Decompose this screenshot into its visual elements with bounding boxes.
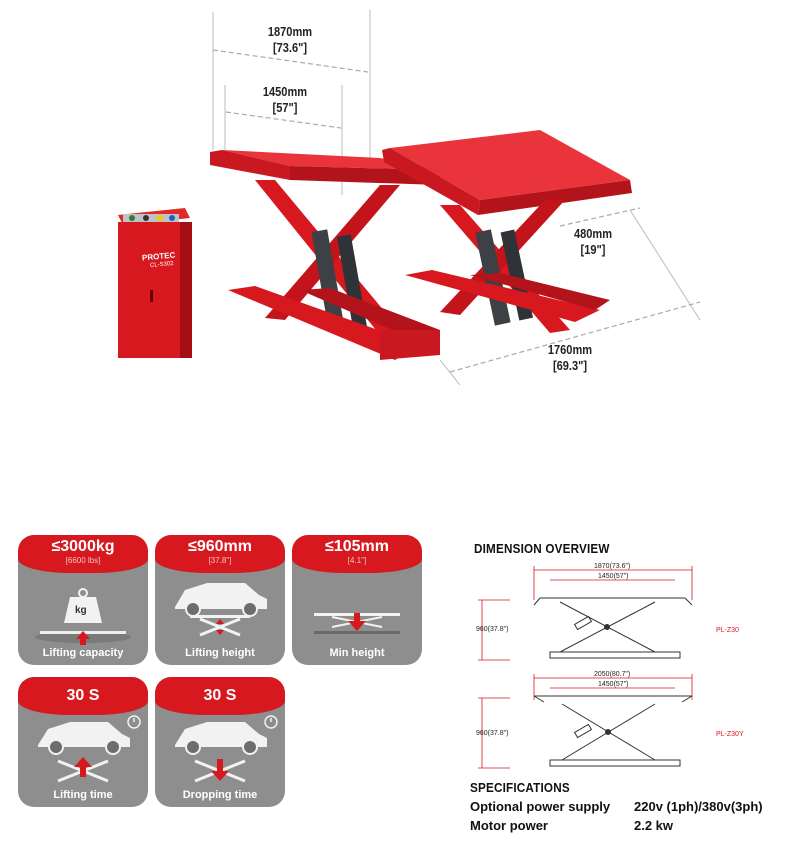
card-header [155, 535, 285, 573]
dimension-diagram-pl-z30y [470, 668, 790, 778]
left-lift-platform [210, 150, 440, 360]
control-console [118, 208, 192, 358]
card-value: 30 S [203, 687, 237, 704]
card-value: 30 S [66, 687, 100, 704]
console-model: CL-S302 [149, 260, 174, 270]
dimension-overview-title: DIMENSION OVERVIEW [474, 541, 610, 556]
spec-label-motor-power: Motor power [470, 818, 548, 833]
card-sub: [4.1"] [347, 556, 367, 565]
feature-card-dropping-time [155, 677, 285, 807]
spec-label-power-supply: Optional power supply [470, 799, 611, 814]
card-label: Min height [329, 647, 385, 659]
dim-right-inch: [19"] [580, 242, 606, 257]
diagram1-width-inner: 1450(57") [598, 573, 629, 580]
specifications-title: SPECIFICATIONS [470, 780, 570, 795]
dim-right-mm: 480mm [573, 226, 613, 241]
card-value: ≤3000kg [51, 538, 115, 555]
diagram1-model: PL-Z30 [716, 627, 739, 634]
card-label: Lifting height [185, 647, 255, 659]
card-header [18, 535, 148, 573]
feature-card-lifting-height [155, 535, 285, 665]
feature-card-min-height [292, 535, 422, 665]
diagram2-width-outer: 2050(80.7") [594, 671, 631, 678]
card-label: Lifting capacity [42, 647, 124, 659]
feature-card-lifting-time [18, 677, 148, 807]
card-header [292, 535, 422, 573]
card-header [18, 677, 148, 715]
product-illustration [0, 0, 800, 420]
feature-card-lifting-capacity [18, 535, 148, 665]
dim-top-1-mm: 1870mm [267, 24, 313, 39]
card-sub: [37.8"] [208, 556, 232, 565]
card-header [155, 677, 285, 715]
card-label: Dropping time [182, 789, 258, 801]
card-value: ≤960mm [188, 538, 252, 555]
card-sub: [6600 lbs] [65, 556, 101, 565]
dim-top-2-mm: 1450mm [262, 84, 308, 99]
diagram1-width-outer: 1870(73.6") [594, 563, 631, 570]
spec-value-motor-power: 2.2 kw [634, 818, 674, 833]
diagram2-model: PL-Z30Y [716, 731, 744, 738]
dim-top-1-inch: [73.6"] [272, 40, 308, 55]
diagram1-height: 960(37.8") [476, 626, 509, 633]
diagram2-height: 960(37.8") [476, 730, 509, 737]
dim-bottom-inch: [69.3"] [552, 358, 588, 373]
card-value: ≤105mm [325, 538, 389, 555]
kg-text: kg [75, 605, 87, 616]
card-label: Lifting time [53, 789, 113, 801]
dim-bottom-mm: 1760mm [547, 342, 593, 357]
console-brand: PROTEC [141, 250, 176, 263]
dim-top-2-inch: [57"] [272, 100, 298, 115]
spec-value-power-supply: 220v (1ph)/380v(3ph) [634, 799, 763, 814]
diagram2-width-inner: 1450(57") [598, 681, 629, 688]
dimension-diagram-pl-z30 [470, 560, 790, 670]
